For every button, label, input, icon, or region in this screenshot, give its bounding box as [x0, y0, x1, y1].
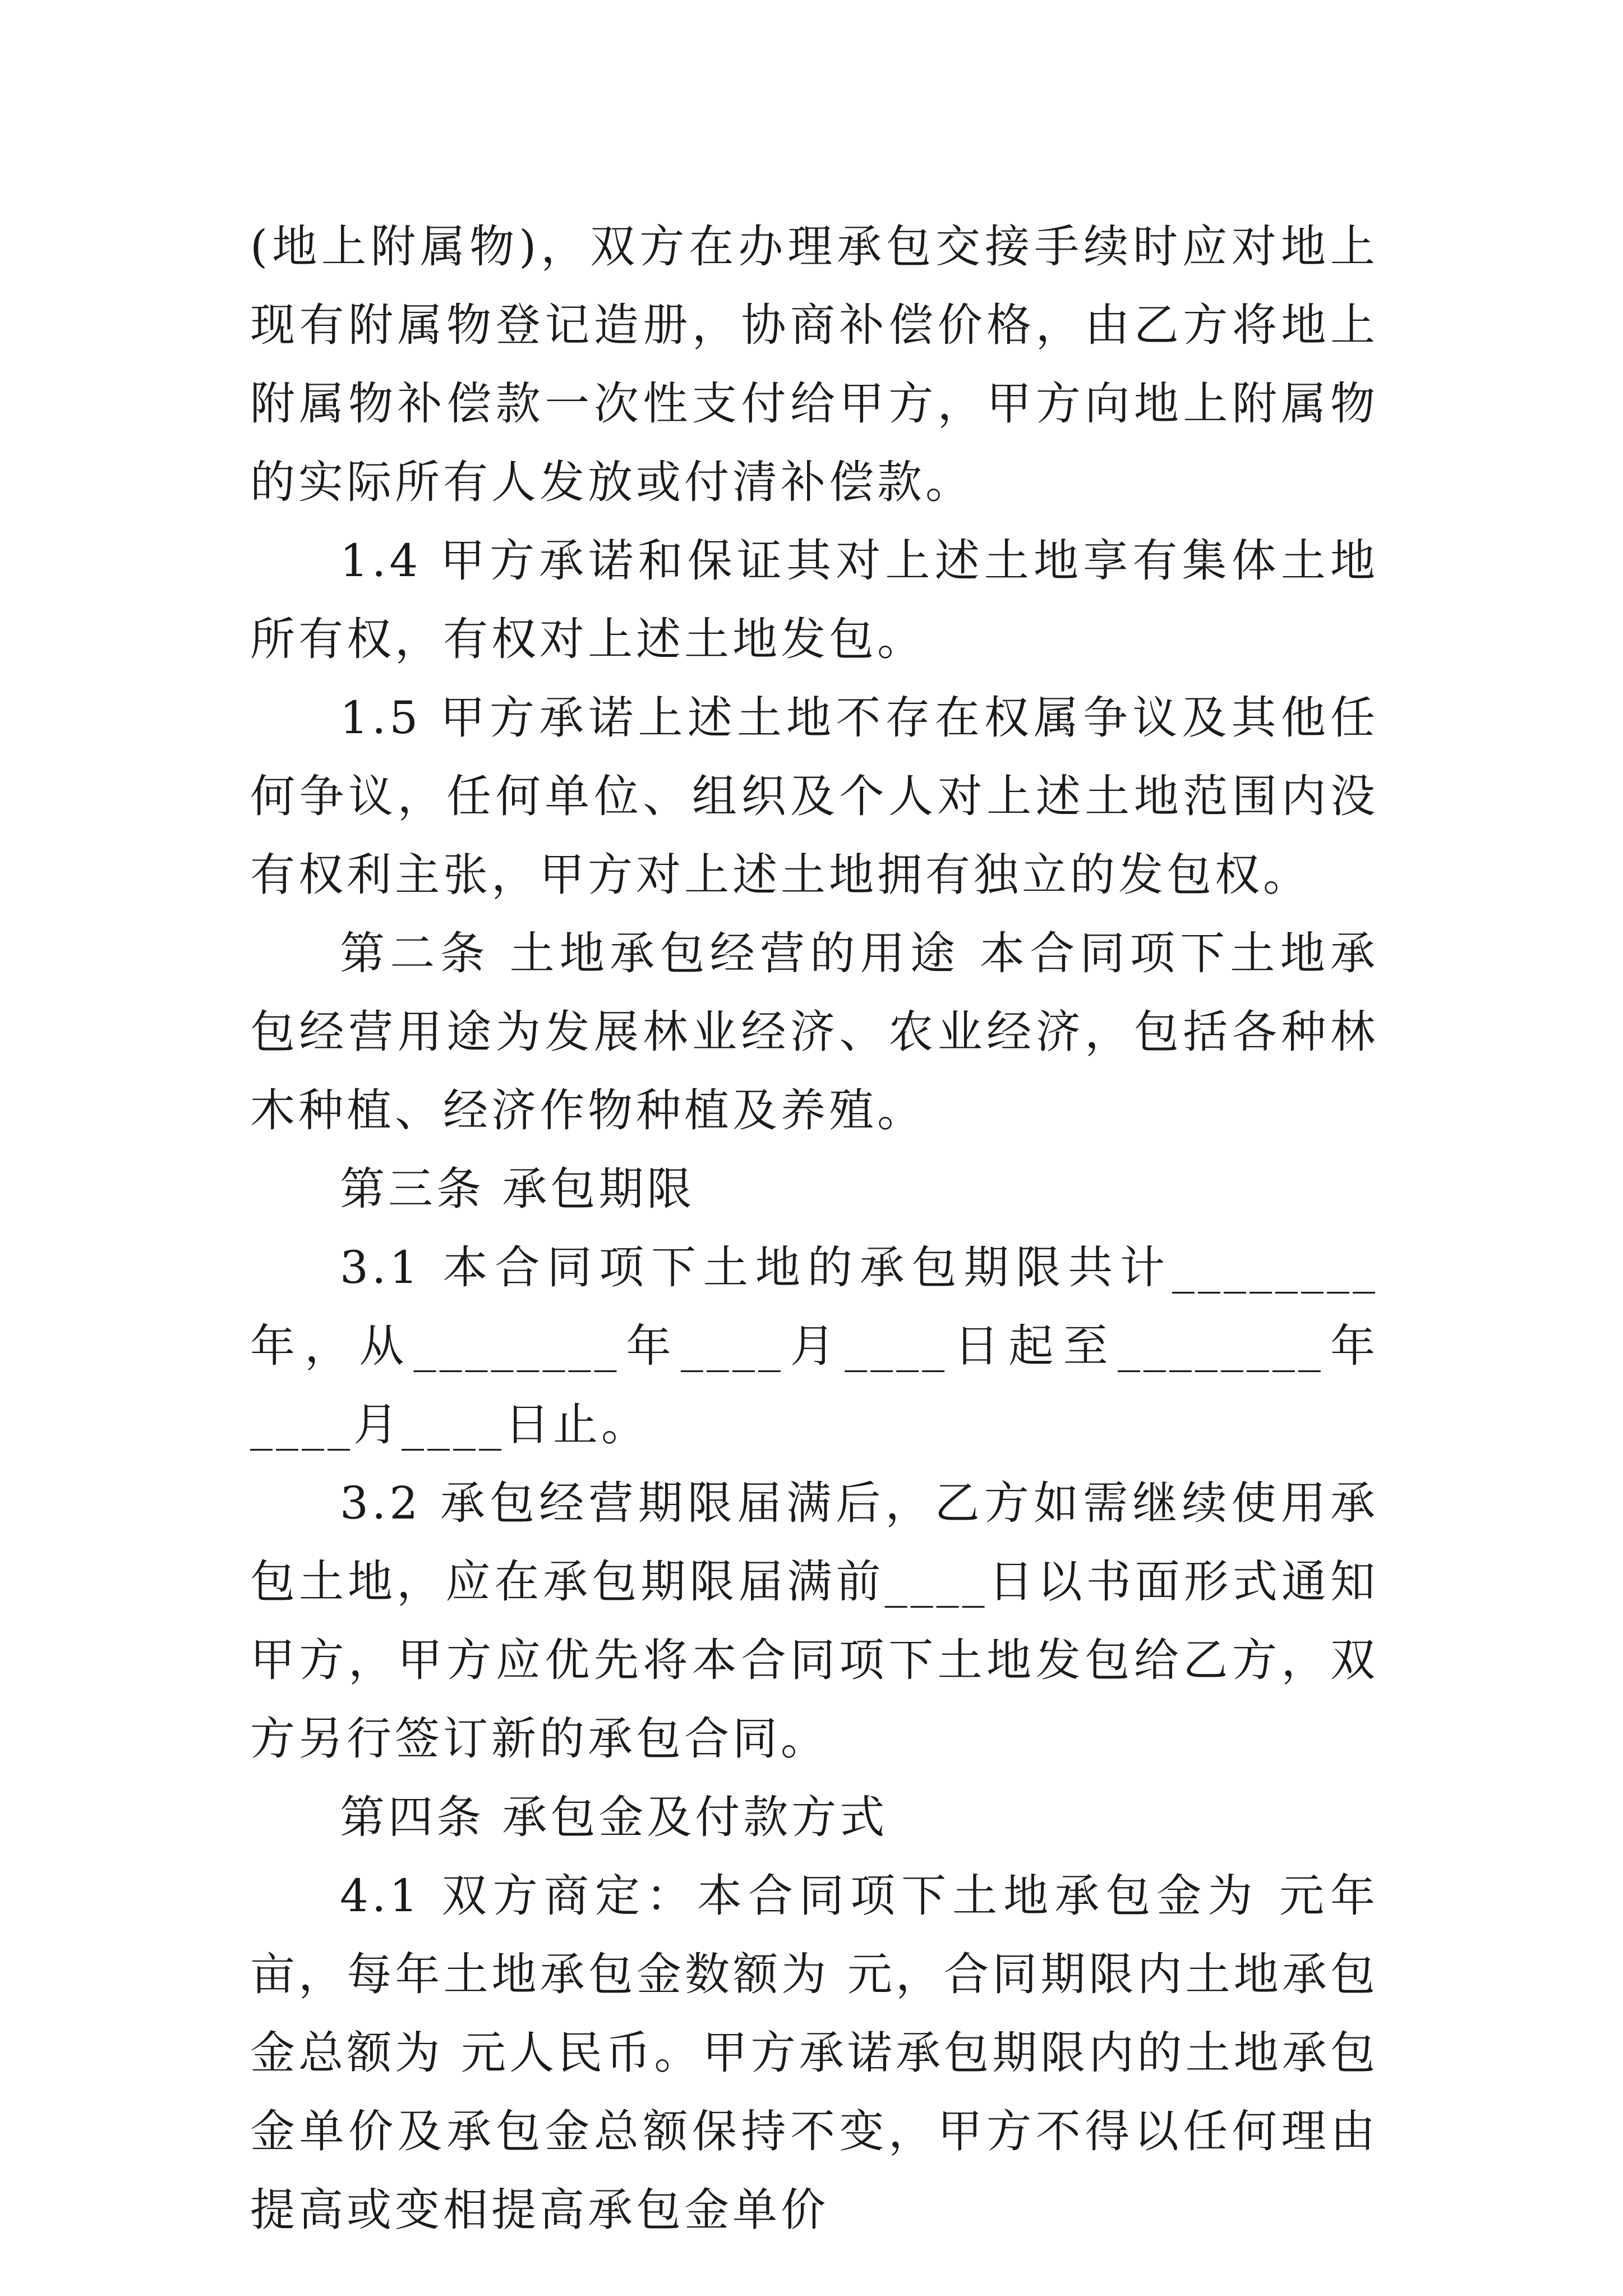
paragraph-3-1: 3.1 本合同项下土地的承包期限共计________年，从________年____月____日起至________年____月____日止。: [250, 1241, 1378, 1451]
paragraph-article-4-heading: 第四条 承包金及付款方式: [340, 1791, 888, 1843]
paragraph-4-1: 4.1 双方商定：本合同项下土地承包金为 元年亩，每年土地承包金数额为 元，合同期限内土地承包金总额为 元人民币。甲方承诺承包期限内的土地承包金单价及承包金总额保持不变，甲方不得以任何理由提高或变相提高承包金单价: [250, 1870, 1378, 2236]
paragraph-1-4: 1.4 甲方承诺和保证其对上述土地享有集体土地所有权，有权对上述土地发包。: [250, 535, 1378, 665]
paragraph-article-2: 第二条 土地承包经营的用途 本合同项下土地承包经营用途为发展林业经济、农业经济，包括各种林木种植、经济作物种植及养殖。: [250, 927, 1378, 1137]
paragraph-1-5: 1.5 甲方承诺上述土地不存在权属争议及其他任何争议，任何单位、组织及个人对上述土地范围内没有权利主张，甲方对上述土地拥有独立的发包权。: [250, 692, 1378, 901]
paragraph-continuation: (地上附属物)，双方在办理承包交接手续时应对地上现有附属物登记造册，协商补偿价格，由乙方将地上附属物补偿款一次性支付给甲方，甲方向地上附属物的实际所有人发放或付清补偿款。: [250, 220, 1378, 508]
document-body: [250, 208, 1378, 2249]
paragraph-article-3-heading: 第三条 承包期限: [340, 1163, 695, 1215]
paragraph-3-2: 3.2 承包经营期限届满后，乙方如需继续使用承包土地，应在承包期限届满前____日以书面形式通知甲方，甲方应优先将本合同项下土地发包给乙方，双方另行签订新的承包合同。: [250, 1477, 1378, 1765]
